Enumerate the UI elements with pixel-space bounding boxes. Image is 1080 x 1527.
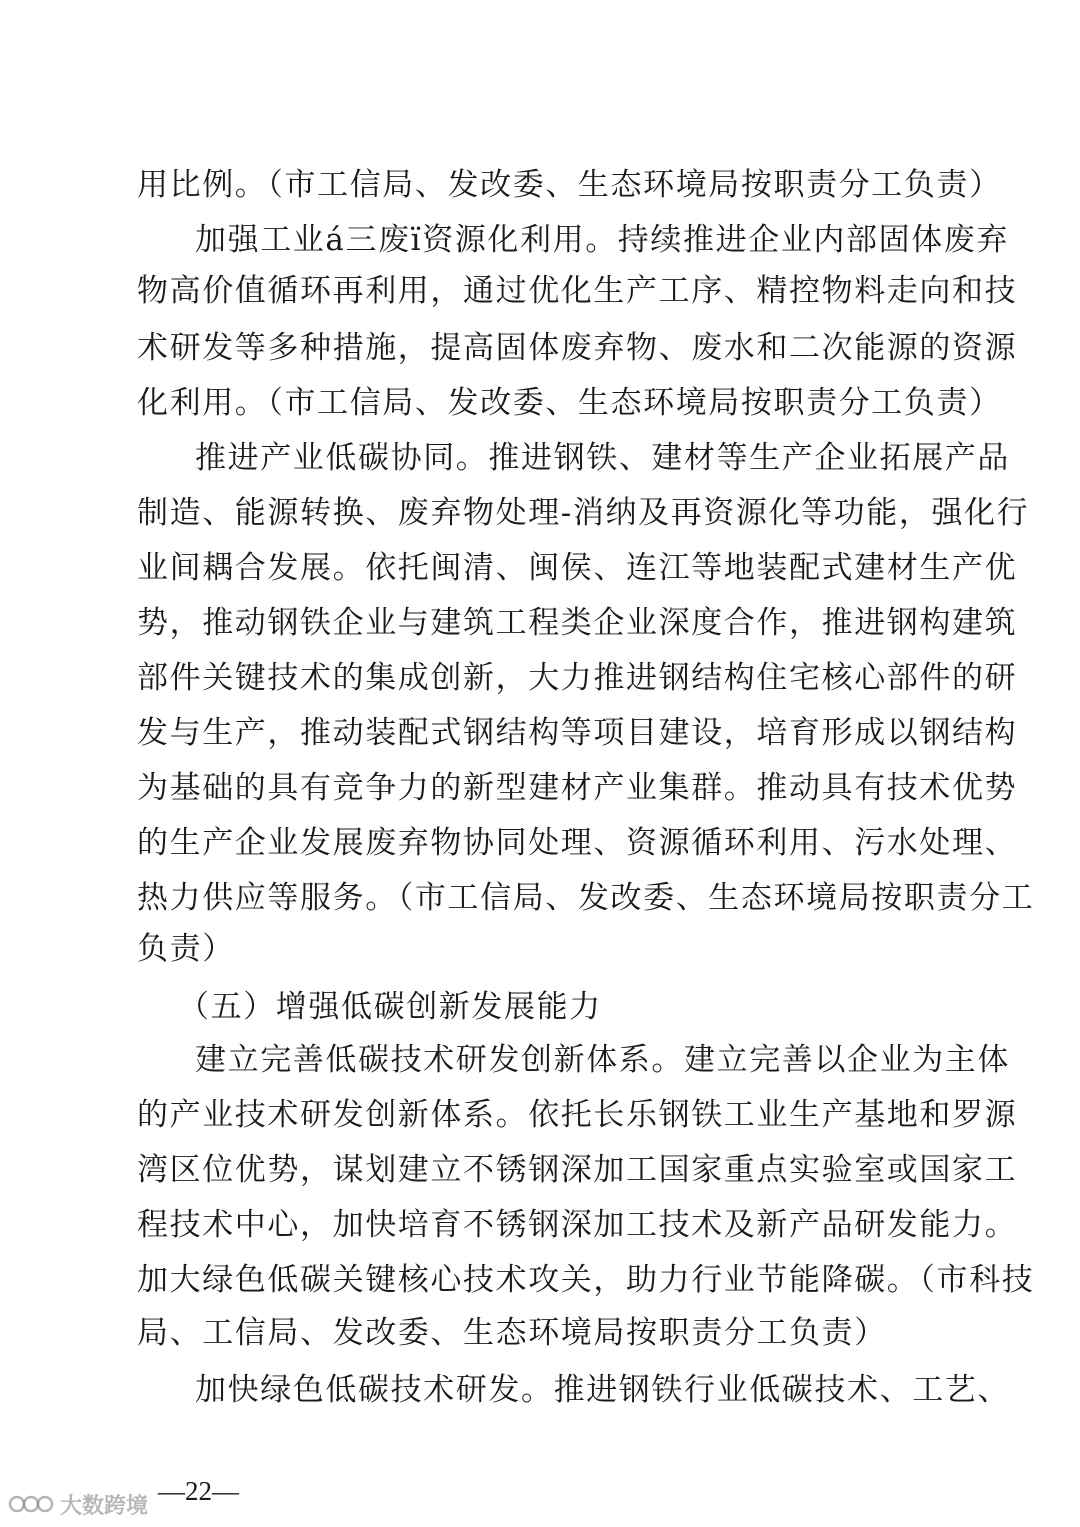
watermark	[8, 1488, 148, 1520]
text-line: 程技术中心，加快培育不锈钢深加工技术及新产品研发能力。	[137, 1207, 1018, 1243]
paragraph-first-line: 建立完善低碳技术研发创新体系。建立完善以企业为主体	[195, 1042, 1010, 1078]
text-line: 发与生产，推动装配式钢结构等项目建设，培育形成以钢结构	[137, 715, 1018, 751]
page-number: —22—	[158, 1476, 239, 1506]
text-line: 术研发等多种措施，提高固体废弃物、废水和二次能源的资源	[137, 330, 1018, 366]
brand-logo-icon	[8, 1491, 54, 1517]
text-line: 物高价值循环再利用，通过优化生产工序、精控物料走向和技	[137, 273, 1018, 309]
text-line: 化利用。（市工信局、发改委、生态环境局按职责分工负责）	[137, 385, 1002, 421]
text-line: 势，推动钢铁企业与建筑工程类企业深度合作，推进钢构建筑	[137, 605, 1018, 641]
watermark-text: 大数跨境	[60, 1493, 149, 1519]
paragraph-first-line: 加快绿色低碳技术研发。推进钢铁行业低碳技术、工艺、	[195, 1372, 1010, 1408]
section-heading: （五）增强低碳创新发展能力	[178, 989, 602, 1025]
text-line: 局、工信局、发改委、生态环境局按职责分工负责）	[137, 1315, 887, 1351]
text-line: 为基础的具有竞争力的新型建材产业集群。推动具有技术优势	[137, 770, 1018, 806]
text-line: 湾区位优势，谋划建立不锈钢深加工国家重点实验室或国家工	[137, 1152, 1018, 1188]
text-line: 的产业技术研发创新体系。依托长乐钢铁工业生产基地和罗源	[137, 1097, 1018, 1133]
text-line: 热力供应等服务。（市工信局、发改委、生态环境局按职责分工	[137, 880, 1035, 916]
text-line: 的生产企业发展废弃物协同处理、资源循环利用、污水处理、	[137, 825, 1018, 861]
paragraph-first-line: 加强工业á三废ï资源化利用。持续推进企业内部固体废弃	[195, 222, 1009, 258]
text-line: 业间耦合发展。依托闽清、闽侯、连江等地装配式建材生产优	[137, 550, 1018, 586]
text-line: 加大绿色低碳关键核心技术攻关，助力行业节能降碳。（市科技	[137, 1262, 1035, 1298]
text-line: 制造、能源转换、废弃物处理-消纳及再资源化等功能，强化行	[137, 495, 1030, 531]
text-line: 负责）	[137, 931, 235, 967]
paragraph-first-line: 推进产业低碳协同。推进钢铁、建材等生产企业拓展产品	[195, 440, 1010, 476]
text-line: 部件关键技术的集成创新，大力推进钢结构住宅核心部件的研	[137, 660, 1018, 696]
text-line: 用比例。（市工信局、发改委、生态环境局按职责分工负责）	[137, 167, 1002, 203]
